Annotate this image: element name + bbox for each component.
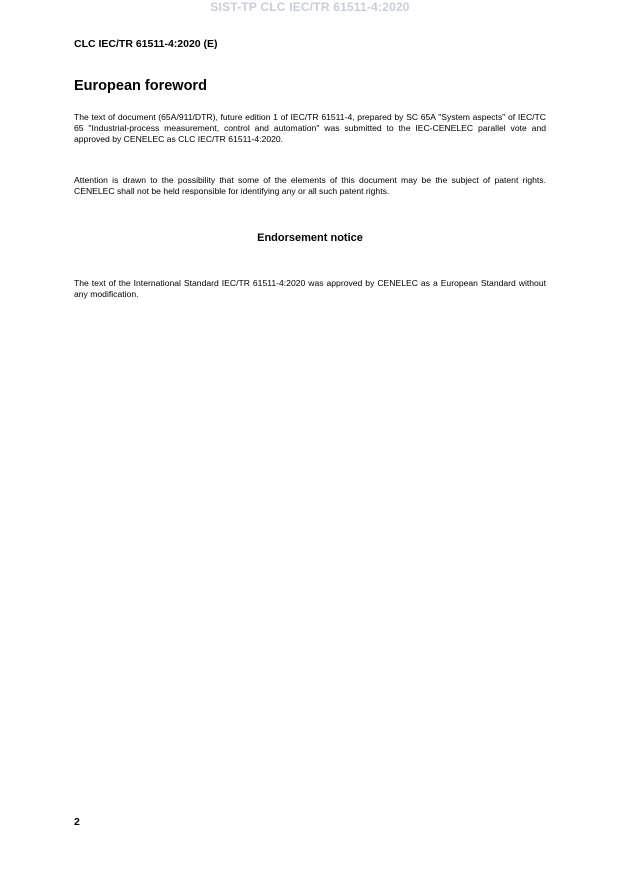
- endorsement-paragraph: The text of the International Standard IEC/TR 61511-4:2020 was approved by CENELEC as a European Standard without any modification.: [74, 278, 546, 300]
- foreword-paragraph-1: The text of document (65A/911/DTR), future edition 1 of IEC/TR 61511-4, prepared by SC 65A "System aspects" of IEC/TC 65 "Industrial-process measurement, control and automation" was submitted to the IEC-CENELEC parallel vote and approved by CENELEC as CLC IEC/TR 61511-4:2020.: [74, 112, 546, 145]
- foreword-paragraph-2: Attention is drawn to the possibility that some of the elements of this document may be the subject of patent rights. CENELEC shall not be held responsible for identifying any or all such patent rights.: [74, 175, 546, 197]
- page-number: 2: [74, 816, 80, 828]
- watermark: SIST-TP CLC IEC/TR 61511-4:2020: [210, 0, 410, 14]
- document-identifier: CLC IEC/TR 61511-4:2020 (E): [74, 38, 218, 50]
- foreword-title: European foreword: [74, 78, 207, 94]
- endorsement-title: Endorsement notice: [257, 232, 363, 244]
